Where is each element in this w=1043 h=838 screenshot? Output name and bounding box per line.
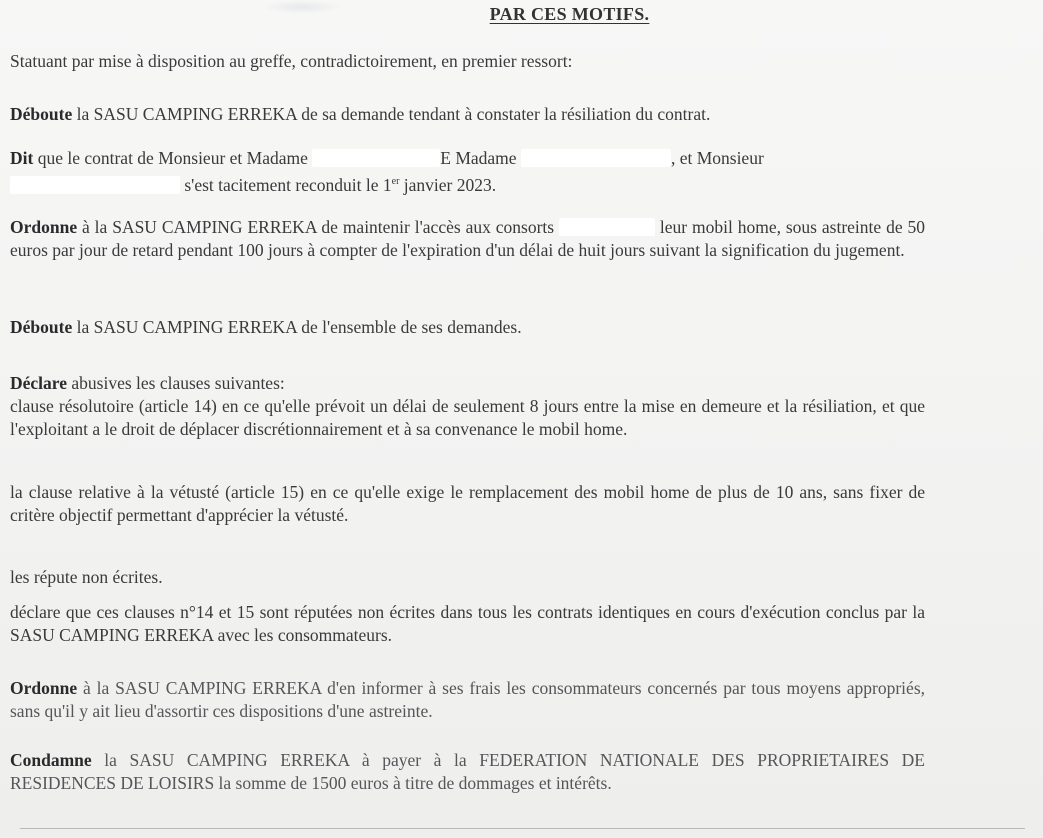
section-title-text: PAR CES MOTIFS. bbox=[489, 4, 650, 24]
paragraph-text: leur mobil home, sous astreinte de 50 euros par jour de retard pendant 100 jours à compter de l'expiration d'un délai de huit jours suivant la signification du jugement. bbox=[10, 217, 925, 260]
paragraph-deboute-1 bbox=[10, 103, 925, 126]
paragraph-ordonne-1 bbox=[10, 216, 925, 262]
paragraph-text: la SASU CAMPING ERREKA de l'ensemble de ses demandes. bbox=[72, 317, 522, 337]
page-bottom-edge bbox=[20, 828, 1025, 829]
superscript: er bbox=[391, 176, 400, 187]
redaction-block bbox=[312, 149, 440, 167]
redaction-block bbox=[10, 176, 180, 194]
redaction-block bbox=[521, 149, 671, 167]
paragraph-condamne bbox=[10, 749, 925, 795]
keyword-deboute: Déboute bbox=[10, 317, 73, 337]
paragraph-text: à la SASU CAMPING ERREKA de maintenir l'accès aux consorts bbox=[77, 217, 559, 237]
paragraph-vetuste: la clause relative à la vétusté (article 15) en ce qu'elle exige le remplacement des mobil home de plus de 10 ans, sans fixer de critère objectif permettant d'apprécier la vétusté. bbox=[10, 482, 925, 525]
keyword-ordonne: Ordonne bbox=[10, 678, 78, 698]
keyword-dit: Dit bbox=[10, 148, 34, 168]
paragraph-declare bbox=[10, 372, 925, 441]
keyword-declare: Déclare bbox=[10, 373, 68, 393]
paragraph-text: clause résolutoire (article 14) en ce qu'elle prévoit un délai de seulement 8 jours entre la mise en demeure et la résiliation, et que l'exploitant a le droit de déplacer discrétionnairement et à sa convenance le mobil home. bbox=[10, 396, 925, 439]
paragraph-text: abusives les clauses suivantes: bbox=[67, 373, 285, 393]
keyword-deboute: Déboute bbox=[10, 104, 73, 124]
paragraph-text: s'est tacitement reconduit le 1 bbox=[184, 175, 392, 195]
paragraph-dit bbox=[10, 147, 925, 197]
paragraph-declare-clauses: déclare que ces clauses n°14 et 15 sont réputées non écrites dans tous les contrats identiques en cours d'exécution conclus par la SASU CAMPING ERREKA avec les consommateurs. bbox=[10, 602, 925, 645]
paragraph-text: janvier 2023. bbox=[399, 175, 497, 195]
paragraph-text: que le contrat de Monsieur et Madame bbox=[33, 148, 313, 168]
paragraph-deboute-2 bbox=[10, 316, 925, 339]
paragraph-text: E Madame bbox=[440, 148, 521, 168]
keyword-ordonne: Ordonne bbox=[10, 217, 78, 237]
paragraph-repute: les répute non écrites. bbox=[10, 567, 163, 587]
redaction-block bbox=[559, 218, 655, 236]
paragraph-statuant: Statuant par mise à disposition au greffe, contradictoirement, en premier ressort: bbox=[10, 51, 573, 71]
paragraph-text: , et Monsieur bbox=[670, 148, 764, 168]
section-title bbox=[0, 4, 1043, 25]
paragraph-ordonne-2 bbox=[10, 677, 925, 723]
paragraph-text: à la SASU CAMPING ERREKA d'en informer à ses frais les consommateurs concernés par tous moyens appropriés, sans qu'il y ait lieu d'assortir ces dispositions d'une astreinte. bbox=[10, 678, 925, 721]
keyword-condamne: Condamne bbox=[10, 750, 92, 770]
paragraph-text: la SASU CAMPING ERREKA de sa demande tendant à constater la résiliation du contrat. bbox=[72, 104, 711, 124]
paragraph-text: la SASU CAMPING ERREKA à payer à la FEDERATION NATIONALE DES PROPRIETAIRES DE RESIDENCES DE LOISIRS la somme de 1500 euros à titre de dommages et intérêts. bbox=[10, 750, 925, 793]
